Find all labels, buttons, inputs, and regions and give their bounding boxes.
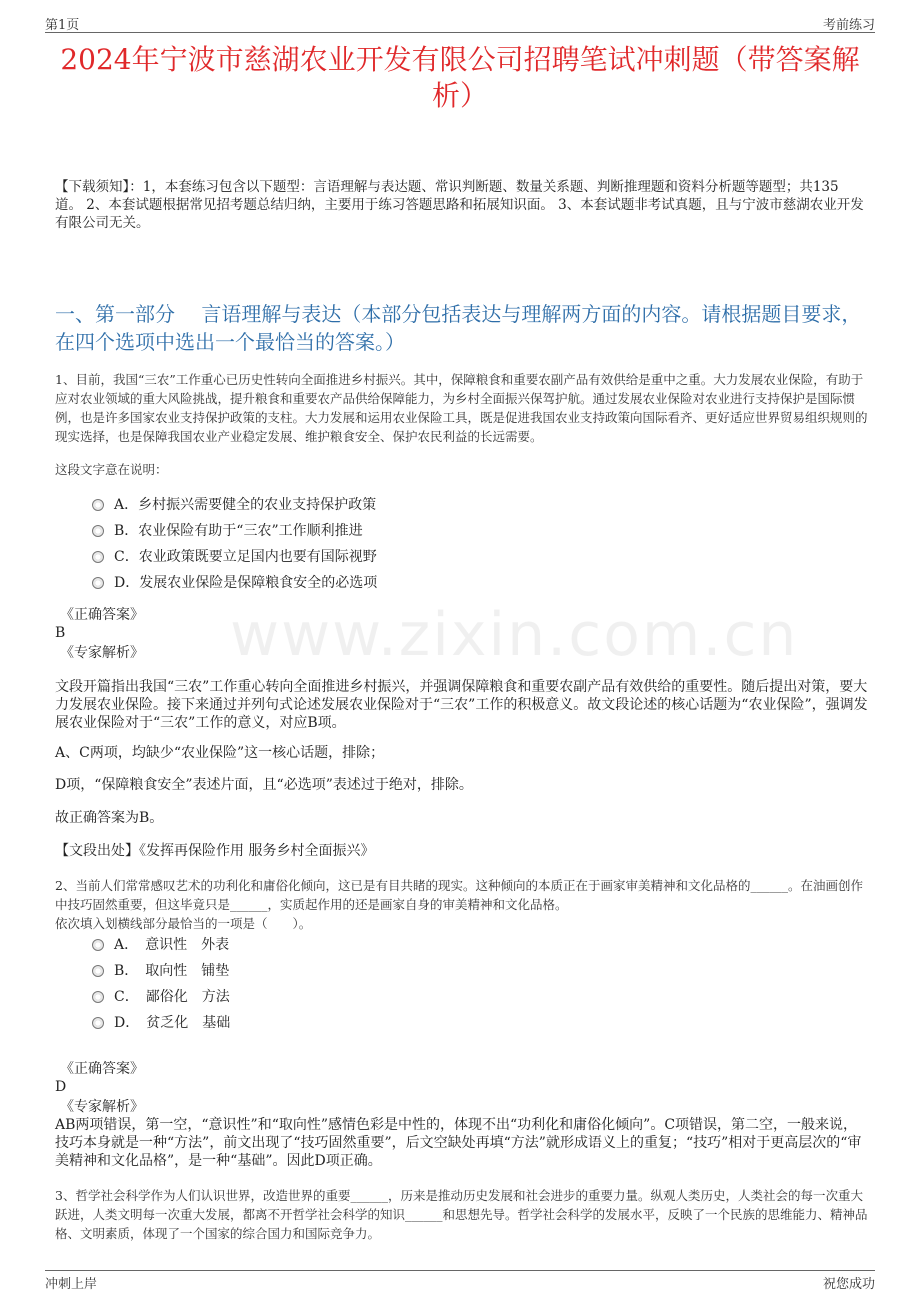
question-2-text: 2、当前人们常常感叹艺术的功利化和庸俗化倾向，这已是有目共睹的现实。这种倾向的本质正在于画家审美精神和文化品格的______。在油画创作中技巧固然重要，但这毕竟只是______，实质起作用的还是画家自身的审美精神和文化品格。 bbox=[55, 878, 863, 912]
question-1-prompt: 这段文字意在说明： bbox=[55, 462, 168, 477]
source-citation: 【文段出处】《发挥再保险作用 服务乡村全面振兴》 bbox=[55, 843, 375, 859]
radio-icon[interactable] bbox=[92, 525, 104, 537]
question-1-text: 1、目前，我国“三农”工作重心已历史性转向全面推进乡村振兴。其中，保障粮食和重要农副产品有效供给是重中之重。大力发展农业保险，有助于应对农业领域的重大风险挑战，提升粮食和重要农产品供给保障能力，为乡村全面振兴保驾护航。通过发展农业保险对农业进行支持保护是国际惯例，也是许多国家农业支持保护政策的支柱。大力发展和运用农业保险工具，既是促进我国农业支持政策向国际看齐、更好适应世界贸易组织规则的现实选择，也是保障我国农业产业稳定发展、维护粮食安全、保护农民利益的长远需要。 bbox=[55, 372, 868, 444]
option-c[interactable]: C． 鄙俗化 方法 bbox=[92, 984, 230, 1010]
footer-left: 冲刺上岸 bbox=[45, 1277, 98, 1292]
question-2-options bbox=[92, 932, 230, 1036]
option-b[interactable]: B． 取向性 铺垫 bbox=[92, 958, 230, 984]
analysis-paragraph: D项，“保障粮食安全”表述片面，且“必选项”表述过于绝对，排除。 bbox=[55, 777, 473, 793]
analysis-paragraph: 文段开篇指出我国“三农”工作重心转向全面推进乡村振兴，并强调保障粮食和重要农副产品有效供给的重要性。随后提出对策，要大力发展农业保险。接下来通过并列句式论述发展农业保险对于“三农”工作的积极意义。故文段论述的核心话题为“农业保险”，强调发展农业保险对于“三农”工作的意义，对应B项。 bbox=[55, 679, 868, 731]
analysis-label: 《专家解析》 bbox=[60, 1099, 144, 1115]
analysis-label: 《专家解析》 bbox=[60, 645, 144, 661]
radio-icon[interactable] bbox=[92, 965, 104, 977]
radio-icon[interactable] bbox=[92, 939, 104, 951]
answer-label: 《正确答案》 bbox=[60, 607, 144, 623]
answer-value: D bbox=[55, 1079, 67, 1095]
page-footer bbox=[45, 1270, 875, 1293]
option-a[interactable]: A． 意识性 外表 bbox=[92, 932, 230, 958]
question-1-options bbox=[92, 492, 377, 596]
option-c[interactable]: C．农业政策既要立足国内也要有国际视野 bbox=[92, 544, 377, 570]
analysis-paragraph: 故正确答案为B。 bbox=[55, 810, 164, 826]
option-d[interactable]: D．发展农业保险是保障粮食安全的必选项 bbox=[92, 570, 377, 596]
analysis-paragraph: AB两项错误，第一空，“意识性”和“取向性”感情色彩是中性的，体现不出“功利化和庸俗化倾向”。C项错误，第二空，一般来说，技巧本身就是一种“方法”，前文出现了“技巧固然重要”，后文空缺处再填“方法”就形成语义上的重复；“技巧”相对于更高层次的“审美精神和文化品格”，是一种“基础”。因此D项正确。 bbox=[55, 1117, 862, 1169]
radio-icon[interactable] bbox=[92, 577, 104, 589]
option-b[interactable]: B．农业保险有助于“三农”工作顺利推进 bbox=[92, 518, 377, 544]
header-label: 考前练习 bbox=[822, 18, 875, 33]
question-2-prompt: 依次填入划横线部分最恰当的一项是（ ）。 bbox=[55, 916, 312, 931]
page-header bbox=[45, 12, 875, 33]
answer-label: 《正确答案》 bbox=[60, 1061, 144, 1077]
answer-value: B bbox=[55, 625, 66, 641]
radio-icon[interactable] bbox=[92, 1017, 104, 1029]
option-d[interactable]: D． 贫乏化 基础 bbox=[92, 1010, 230, 1036]
download-notice: 【下载须知】：1，本套练习包含以下题型：言语理解与表达题、常识判断题、数量关系题、判断推理题和资料分析题等题型；共135道。 2、本套试题根据常见招考题总结归纳，主要用于练习答题思路和拓展知识面。 3、本套试题非考试真题，且与宁波市慈湖农业开发有限公司无关。 bbox=[55, 179, 864, 231]
radio-icon[interactable] bbox=[92, 991, 104, 1003]
page-number: 第1页 bbox=[45, 18, 80, 33]
question-3-text: 3、哲学社会科学作为人们认识世界，改造世界的重要______，历来是推动历史发展和社会进步的重要力量。纵观人类历史，人类社会的每一次重大跃进，人类文明每一次重大发展，都离不开哲学社会科学的知识______和思想先导。哲学社会科学的发展水平，反映了一个民族的思维能力、精神品格、文明素质，体现了一个国家的综合国力和国际竞争力。 bbox=[55, 1188, 868, 1241]
analysis-paragraph: A、C两项，均缺少“农业保险”这一核心话题，排除； bbox=[55, 745, 385, 761]
radio-icon[interactable] bbox=[92, 499, 104, 511]
watermark: www.zixin.com.cn bbox=[230, 600, 799, 670]
option-a[interactable]: A．乡村振兴需要健全的农业支持保护政策 bbox=[92, 492, 377, 518]
footer-right: 祝您成功 bbox=[822, 1277, 875, 1292]
document-title: 2024年宁波市慈湖农业开发有限公司招聘笔试冲刺题（带答案解析） bbox=[60, 43, 860, 112]
radio-icon[interactable] bbox=[92, 551, 104, 563]
section-title: 一、第一部分 言语理解与表达（本部分包括表达与理解两方面的内容。请根据题目要求，在四个选项中选出一个最恰当的答案。） bbox=[55, 302, 862, 354]
